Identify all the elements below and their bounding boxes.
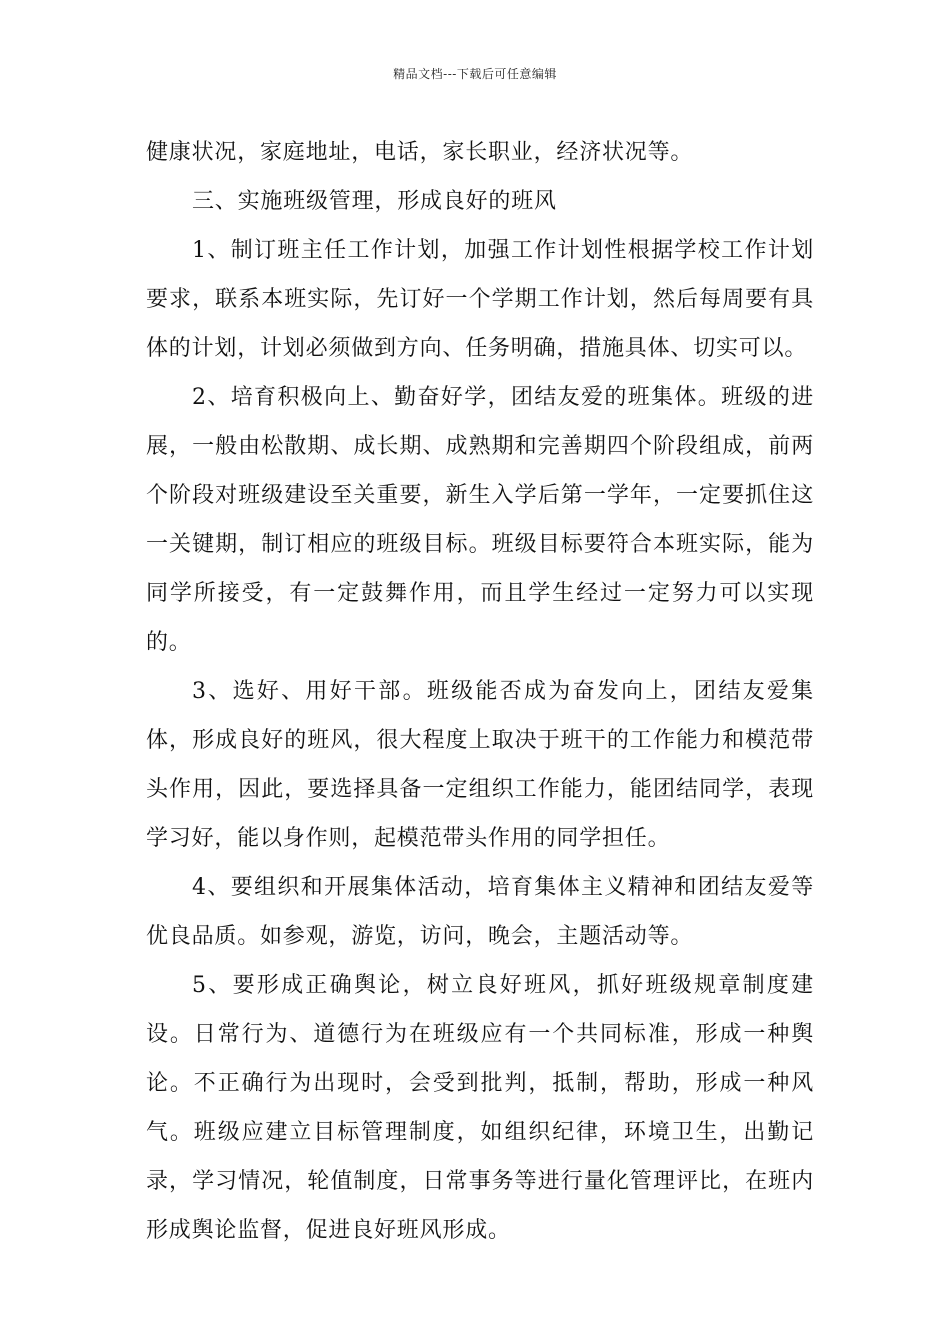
section-heading: 三、实施班级管理，形成良好的班风 xyxy=(192,189,557,214)
paragraph-item-4: 4、要组织和开展集体活动，培育集体主义精神和团结友爱等优良品质。如参观，游览，访问，晚会，主题活动等。 xyxy=(146,875,814,949)
paragraph-item-3: 3、选好、用好干部。班级能否成为奋发向上，团结友爱集体，形成良好的班风，很大程度上取决于班干的工作能力和模范带头作用，因此，要选择具备一定组织工作能力，能团结同学，表现学习好，能以身作则，起模范带头作用的同学担任。 xyxy=(146,679,814,851)
paragraph-item-5: 5、要形成正确舆论，树立良好班风，抓好班级规章制度建设。日常行为、道德行为在班级应有一个共同标准，形成一种舆论。不正确行为出现时，会受到批判，抵制，帮助，形成一种风气。班级应建立目标管理制度，如组织纪律，环境卫生，出勤记录，学习情况，轮值制度，日常事务等进行量化管理评比，在班内形成舆论监督，促进良好班风形成。 xyxy=(146,973,814,1243)
page-header: 精品文档---下载后可任意编辑 xyxy=(393,67,557,81)
document-body xyxy=(146,128,814,1255)
paragraph-continuation: 健康状况，家庭地址，电话，家长职业，经济状况等。 xyxy=(146,140,694,165)
paragraph-item-2: 2、培育积极向上、勤奋好学，团结友爱的班集体。班级的进展，一般由松散期、成长期、成熟期和完善期四个阶段组成，前两个阶段对班级建设至关重要，新生入学后第一学年，一定要抓住这一关键期，制订相应的班级目标。班级目标要符合本班实际，能为同学所接受，有一定鼓舞作用，而且学生经过一定努力可以实现的。 xyxy=(146,385,814,655)
paragraph-item-1: 1、制订班主任工作计划，加强工作计划性根据学校工作计划要求，联系本班实际，先订好一个学期工作计划，然后每周要有具体的计划，计划必须做到方向、任务明确，措施具体、切实可以。 xyxy=(146,238,814,361)
